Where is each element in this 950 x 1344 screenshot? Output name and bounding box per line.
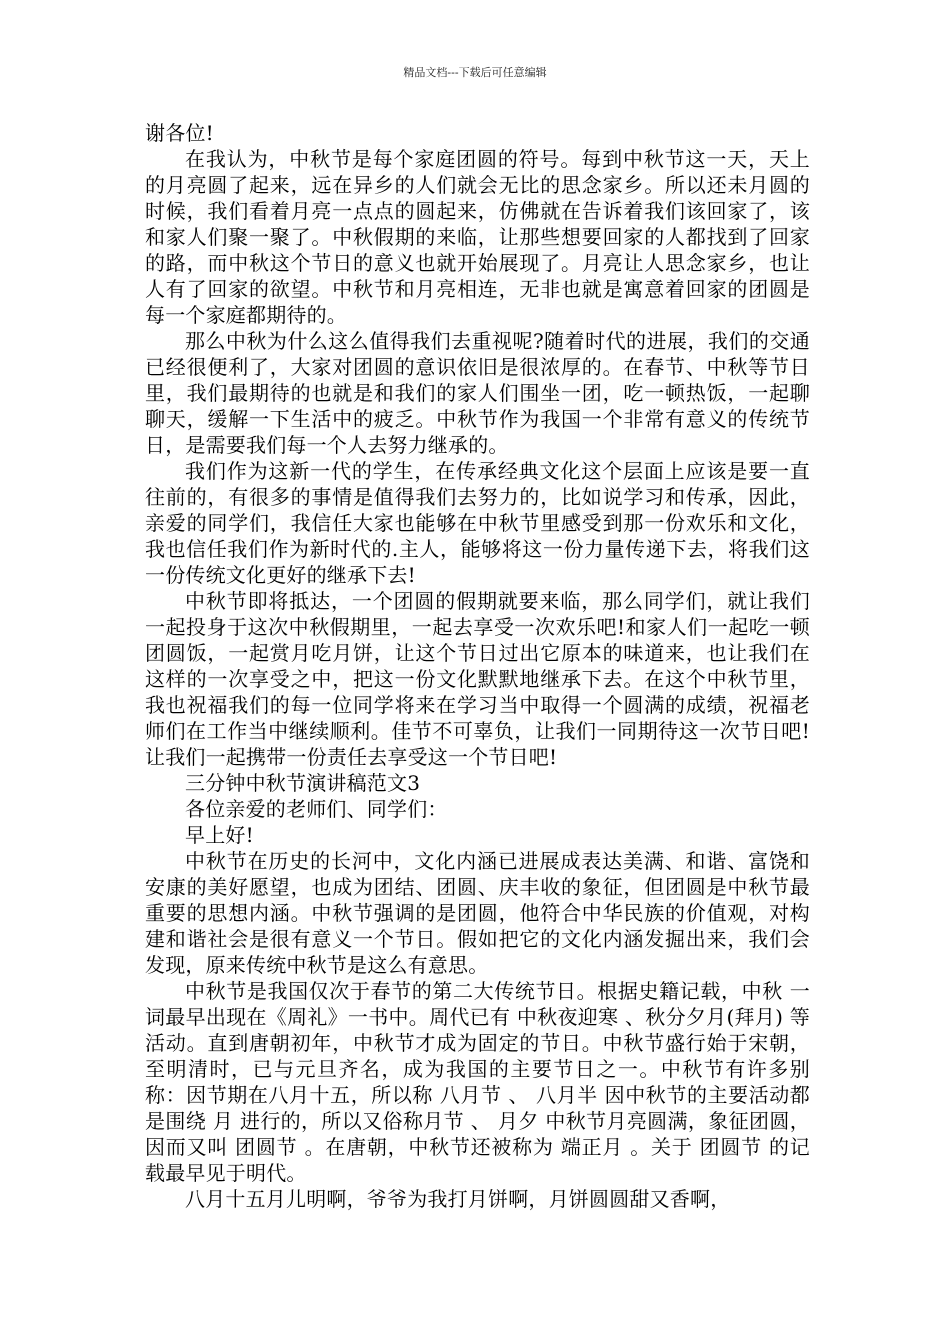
section-heading: 三分钟中秋节演讲稿范文3: [185, 771, 421, 795]
paragraph-greeting-audience: 各位亲爱的老师们、同学们：: [185, 797, 448, 821]
paragraph-closing-thanks: 谢各位!: [145, 121, 214, 145]
paragraph-good-morning: 早上好!: [185, 823, 254, 847]
paragraph-cultural-meaning: 中秋节在历史的长河中，文化内涵已进展成表达美满、和谐、富饶和安康的美好愿望，也成为团结、团圆、庆丰收的象征，但团圆是中秋节最重要的思想内涵。中秋节强调的是团圆，他符合中华民族的价值观，对构建和谐社会是很有意义一个节日。假如把它的文化内涵发掘出来，我们会发现，原来传统中秋节是这么有意思。: [145, 849, 810, 977]
paragraph-students-inherit: 我们作为这新一代的学生，在传承经典文化这个层面上应该是要一直往前的，有很多的事情是值得我们去努力的，比如说学习和传承，因此，亲爱的同学们，我信任大家也能够在中秋节里感受到那一份欢乐和文化，我也信任我们作为新时代的.主人，能够将这一份力量传递下去，将我们这一份传统文化更好的继承下去!: [145, 459, 810, 587]
document-body: [145, 120, 810, 1212]
paragraph-reunion-symbol: 在我认为，中秋节是每个家庭团圆的符号。每到中秋节这一天，天上的月亮圆了起来，远在异乡的人们就会无比的思念家乡。所以还未月圆的时候，我们看着月亮一点点的圆起来，仿佛就在告诉着我们该回家了，该和家人们聚一聚了。中秋假期的来临，让那些想要回家的人都找到了回家的路，而中秋这个节日的意义也就开始展现了。月亮让人思念家乡，也让人有了回家的欲望。中秋节和月亮相连，无非也就是寓意着回家的团圆是每一个家庭都期待的。: [145, 147, 810, 327]
paragraph-holiday-coming: 中秋节即将抵达，一个团圆的假期就要来临，那么同学们，就让我们一起投身于这次中秋假期里，一起去享受一次欢乐吧!和家人们一起吃一顿团圆饭，一起赏月吃月饼，让这个节日过出它原本的味道来，也让我们在这样的一次享受之中，把这一份文化默默地继承下去。在这个中秋节里，我也祝福我们的每一位同学将来在学习当中取得一个圆满的成绩，祝福老师们在工作当中继续顺利。佳节不可辜负，让我们一同期待这一次节日吧!让我们一起携带一份责任去享受这一个节日吧!: [145, 589, 810, 769]
paragraph-song: 八月十五月儿明啊，爷爷为我打月饼啊，月饼圆圆甜又香啊，: [185, 1187, 731, 1211]
page-header: 精品文档---下载后可任意编辑: [403, 66, 547, 79]
paragraph-history: 中秋节是我国仅次于春节的第二大传统节日。根据史籍记载，中秋 一词最早出现在《周礼》一书中。周代已有 中秋夜迎寒 、秋分夕月(拜月) 等活动。直到唐朝初年，中秋节才成为固定的节日。中秋节盛行始于宋朝，至明清时，已与元旦齐名，成为我国的主要节日之一。中秋节有许多别称：因节期在八月十五，所以称 八月节 、 八月半 因中秋节的主要活动都是围绕 月 进行的，所以又俗称月节 、 月夕 中秋节月亮圆满，象征团圆，因而又叫 团圆节 。在唐朝，中秋节还被称为 端正月 。关于 团圆节 的记载最早见于明代。: [145, 979, 810, 1185]
paragraph-why-value: 那么中秋为什么这么值得我们去重视呢?随着时代的进展，我们的交通已经很便利了，大家对团圆的意识依旧是很浓厚的。在春节、中秋等节日里，我们最期待的也就是和我们的家人们围坐一团，吃一顿热饭，一起聊聊天，缓解一下生活中的疲乏。中秋节作为我国一个非常有意义的传统节日，是需要我们每一个人去努力继承的。: [145, 329, 810, 457]
